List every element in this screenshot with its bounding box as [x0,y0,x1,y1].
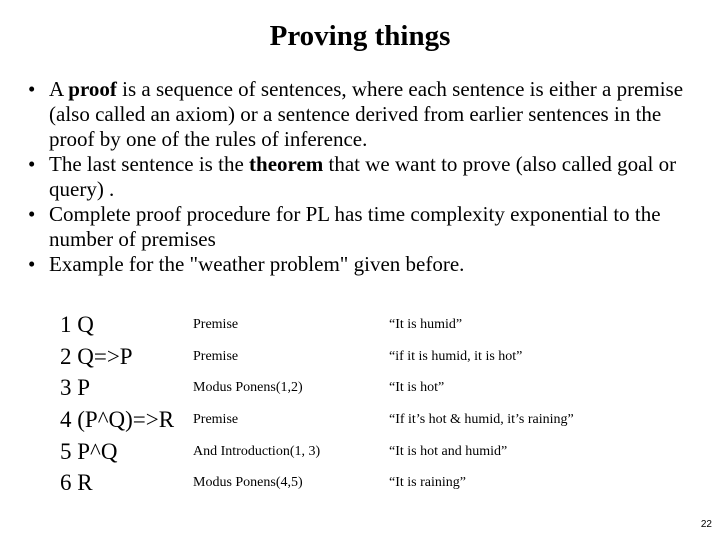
bullet-text-pre: A [49,77,69,101]
bullet-list [28,77,708,277]
step-meaning: “It is raining” [389,475,466,490]
slide-title: Proving things [269,20,451,52]
proof-steps-table [0,309,720,499]
step-meaning: “If it’s hot & humid, it’s raining” [389,412,574,427]
page-number: 22 [700,519,712,530]
step-formula: 2 Q=>P [60,344,133,369]
bullet-text-pre: Complete proof procedure for PL has time complexity exponential to the number of premises [49,202,661,251]
step-rule: And Introduction(1, 3) [193,444,321,459]
step-meaning: “It is humid” [389,317,463,332]
step-formula: 6 R [60,470,93,495]
proof-step-row [0,341,720,373]
step-meaning: “It is hot” [389,380,445,395]
step-meaning: “It is hot and humid” [389,444,508,459]
step-rule: Premise [193,412,239,427]
proof-step-row [0,404,720,436]
step-formula: 4 (P^Q)=>R [60,407,175,432]
bullet-text-bold: proof [68,77,117,101]
bullet-item-proof [28,77,708,152]
bullet-icon: • [28,152,36,176]
proof-step-row [0,372,720,404]
bullet-icon: • [28,202,36,226]
step-meaning: “if it is humid, it is hot” [389,349,523,364]
bullet-text-pre: The last sentence is the [49,152,250,176]
proof-step-row [0,467,720,499]
bullet-item-theorem [28,152,708,202]
bullet-icon: • [28,77,36,101]
step-formula: 5 P^Q [60,439,118,464]
step-formula: 3 P [60,375,91,400]
bullet-text-bold: theorem [249,152,324,176]
bullet-item-example [28,252,708,277]
step-rule: Premise [193,317,239,332]
step-rule: Premise [193,349,239,364]
step-rule: Modus Ponens(4,5) [193,475,303,490]
proof-step-row [0,436,720,468]
bullet-text-pre: Example for the "weather problem" given before. [49,252,465,276]
step-rule: Modus Ponens(1,2) [193,380,303,395]
bullet-item-complexity [28,202,708,252]
bullet-text-post: that we want to prove (also called goal or query) . [49,152,677,201]
bullet-icon: • [28,252,36,276]
step-formula: 1 Q [60,312,94,337]
bullet-text-post: is a sequence of sentences, where each sentence is either a premise (also called an axiom) or a sentence derived from earlier sentences in the proof by one of the rules of inference. [49,77,684,151]
proof-step-row [0,309,720,341]
